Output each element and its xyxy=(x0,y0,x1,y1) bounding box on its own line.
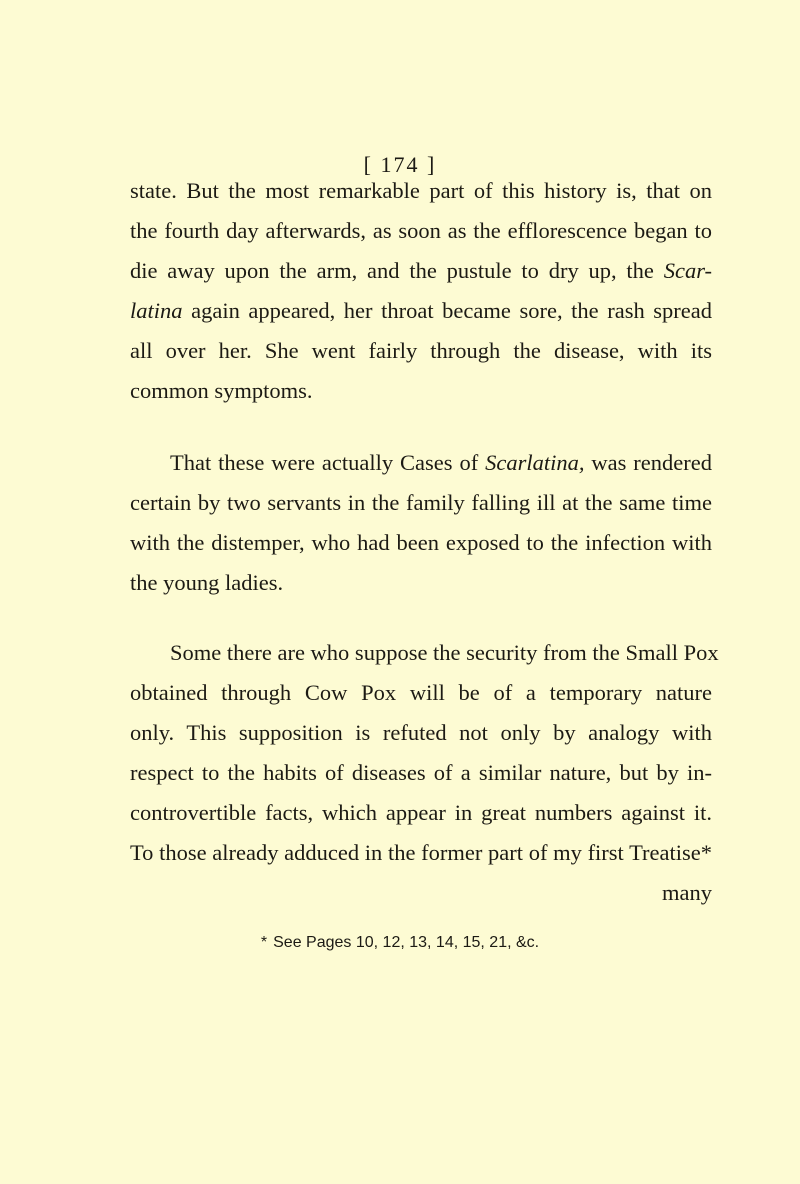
text-segment: That these were actually Cases of xyxy=(170,450,479,475)
text-line: the young ladies. xyxy=(130,570,284,595)
text-line: with the distemper, who had been exposed to the infection with xyxy=(130,530,712,555)
italic-term: latina xyxy=(130,298,183,323)
catchword: many xyxy=(662,880,712,905)
text-line: common symptoms. xyxy=(130,378,313,403)
text-segment: was rendered xyxy=(591,450,713,475)
italic-term: Scar- xyxy=(663,258,712,283)
text-line: only. This supposition is refuted not only by analogy with xyxy=(130,720,712,745)
footnote xyxy=(0,934,800,952)
text-line: certain by two servants in the family falling ill at the same time xyxy=(130,490,712,515)
text-line xyxy=(130,296,712,326)
text-line: respect to the habits of diseases of a similar nature, but by in- xyxy=(130,760,712,785)
footnote-text: See Pages 10, 12, 13, 14, 15, 21, &c. xyxy=(273,934,540,951)
text-segment: again appeared, her throat became sore, the rash spread xyxy=(191,298,713,323)
text-line: To those already adduced in the former part of my first Treatise* xyxy=(130,840,712,865)
footnote-marker: * xyxy=(260,934,268,951)
text-line: Some there are who suppose the security from the Small Pox xyxy=(170,640,719,665)
text-segment: die away upon the arm, and the pustule to dry up, the xyxy=(130,258,654,283)
text-line xyxy=(170,448,712,478)
text-line: all over her. She went fairly through the disease, with its xyxy=(130,338,712,363)
text-line: obtained through Cow Pox will be of a temporary nature xyxy=(130,680,712,705)
text-line: controvertible facts, which appear in great numbers against it. xyxy=(130,800,712,825)
text-line: the fourth day afterwards, as soon as the efflorescence began to xyxy=(130,218,712,243)
italic-term: Scarlatina, xyxy=(485,450,585,475)
text-line xyxy=(130,256,712,286)
text-line: state. But the most remarkable part of this history is, that on xyxy=(130,178,712,203)
page-number: [ 174 ] xyxy=(363,152,437,177)
